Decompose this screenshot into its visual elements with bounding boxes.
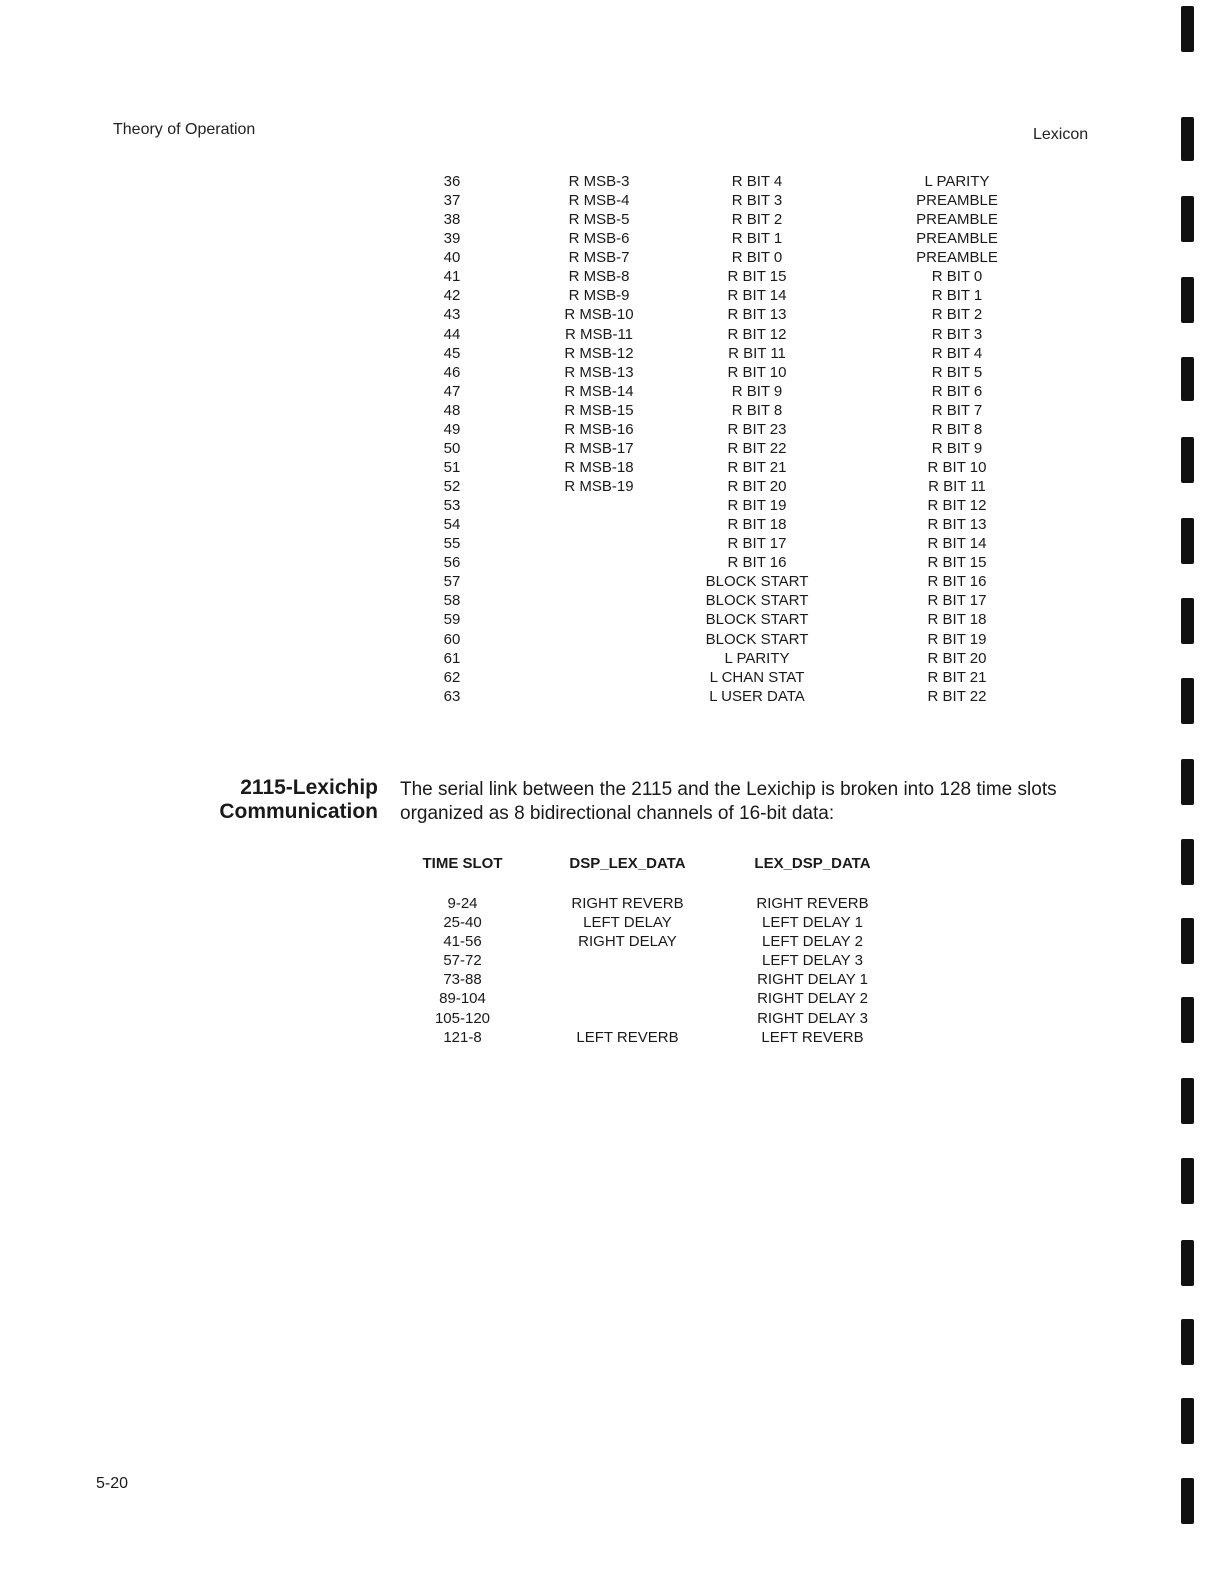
bit-table-cell	[519, 534, 679, 553]
bit-table-cell: 51	[443, 458, 461, 476]
bit-table-cell: 60	[443, 630, 461, 648]
bit-table-cell: 41	[443, 268, 461, 286]
bit-table-cell: 54	[443, 516, 461, 534]
bit-table-cell: PREAMBLE	[916, 249, 998, 267]
slot-table-cell: RIGHT DELAY 1	[757, 971, 868, 989]
bit-table-cell: R BIT 16	[927, 573, 987, 591]
bit-table-cell: 62	[443, 668, 461, 686]
bit-table-cell: R MSB-4	[568, 192, 630, 210]
bit-table-msb-column	[519, 172, 679, 706]
bit-table-cell: R BIT 10	[927, 458, 987, 476]
slot-table-cell: LEFT REVERB	[576, 1028, 679, 1046]
bit-table-cell: R MSB-12	[564, 344, 634, 362]
bit-table-cell: R MSB-6	[568, 230, 630, 248]
bit-table-cell: R BIT 1	[731, 230, 783, 248]
slot-table-cell	[555, 989, 700, 1008]
bit-table-cell: R MSB-3	[568, 173, 630, 190]
bit-table-cell: PREAMBLE	[916, 230, 998, 248]
lex-dsp-data-header: LEX_DSP_DATA	[754, 855, 871, 872]
bit-table-cell	[519, 610, 679, 629]
slot-table-cell: 105-120	[434, 1009, 491, 1027]
bit-table-cell: R BIT 14	[727, 287, 787, 305]
slot-table-cell: RIGHT DELAY 2	[757, 990, 868, 1008]
bit-table-cell: 40	[443, 249, 461, 267]
section-paragraph: The serial link between the 2115 and the Lexichip is broken into 128 time slots organized as 8 bidirectional channels of 16-bit data:	[400, 779, 1057, 824]
slot-table-cell: 57-72	[443, 952, 482, 970]
section-heading-line1: 2115-Lexichip	[240, 776, 378, 799]
bit-table-cell: R BIT 18	[727, 516, 787, 534]
bit-table-cell: R BIT 13	[727, 306, 787, 324]
bit-table-cell: L CHAN STAT	[709, 668, 805, 686]
bit-table-cell: R BIT 14	[927, 535, 987, 553]
bit-table-cell	[519, 591, 679, 610]
slot-table-cell	[555, 970, 700, 989]
bit-table-cell: R MSB-8	[568, 268, 630, 286]
slot-table-cell: LEFT DELAY 3	[762, 952, 863, 970]
bit-table-cell: R BIT 18	[927, 611, 987, 629]
bit-table-cell: R BIT 19	[927, 630, 987, 648]
bit-table-cell: R MSB-13	[564, 363, 634, 381]
slot-table-cell: LEFT DELAY 1	[762, 914, 863, 932]
bit-table-cell: R BIT 4	[931, 344, 983, 362]
bit-table-cell: R BIT 15	[727, 268, 787, 286]
bit-table-cell: BLOCK START	[705, 630, 809, 648]
bit-table-cell: R BIT 2	[931, 306, 983, 324]
bit-table-cell: R BIT 17	[927, 592, 987, 610]
bit-table-cell: R MSB-17	[564, 439, 634, 457]
bit-table-cell: 59	[443, 611, 461, 629]
bit-table-cell: BLOCK START	[705, 592, 809, 610]
slot-table-cell: LEFT REVERB	[761, 1028, 864, 1046]
bit-table-cell: 44	[443, 325, 461, 343]
slot-table-cell: LEFT DELAY 2	[762, 933, 863, 951]
bit-table-cell: 52	[443, 478, 461, 495]
time-slot-header: TIME SLOT	[422, 855, 503, 872]
bit-table-cell: 57	[443, 573, 461, 591]
bit-table-cell: 48	[443, 401, 461, 419]
bit-table-cell: R MSB-19	[564, 478, 634, 495]
bit-table-cell: 63	[443, 687, 461, 705]
bit-table-cell	[519, 649, 679, 668]
bit-table-cell: BLOCK START	[705, 573, 809, 591]
slot-table-cell: 121-8	[443, 1028, 482, 1046]
slot-table-cell: RIGHT REVERB	[756, 895, 869, 912]
bit-table-cell: L PARITY	[924, 173, 990, 190]
bit-table-cell: R BIT 23	[727, 420, 787, 438]
bit-table-cell: R BIT 9	[931, 439, 983, 457]
bit-table-cell: 55	[443, 535, 461, 553]
bit-table-cell: R BIT 20	[727, 478, 787, 495]
time-slot-column	[400, 894, 525, 1047]
bit-table-cell	[519, 668, 679, 687]
bit-table-cell: 39	[443, 230, 461, 248]
bit-table-cell: L USER DATA	[709, 687, 805, 705]
bit-table-cell	[519, 687, 679, 706]
bit-table-cell: R MSB-9	[568, 287, 630, 305]
bit-table-cell: L PARITY	[724, 649, 790, 667]
slot-table-cell: 9-24	[447, 895, 478, 912]
bit-table-cell: R BIT 3	[931, 325, 983, 343]
page-number: 5-20	[96, 1475, 129, 1492]
bit-table-right-column	[877, 172, 1037, 706]
bit-table-cell: R BIT 20	[927, 649, 987, 667]
bit-table-numbers-column	[372, 172, 532, 706]
bit-table-cell: PREAMBLE	[916, 211, 998, 229]
lex-dsp-data-column	[740, 894, 885, 1047]
bit-table-cell: 56	[443, 554, 461, 572]
bit-table-cell: R BIT 0	[931, 268, 983, 286]
bit-table-cell: PREAMBLE	[916, 192, 998, 210]
bit-table-cell: R BIT 17	[727, 535, 787, 553]
bit-table-cell: R BIT 11	[928, 478, 986, 495]
bit-table-cell: R BIT 8	[731, 401, 783, 419]
slot-table-cell: LEFT DELAY	[583, 914, 672, 932]
slot-table-cell	[555, 951, 700, 970]
bit-table-cell	[519, 630, 679, 649]
bit-table-bit-column	[677, 172, 837, 706]
bit-table-cell: 38	[443, 211, 461, 229]
bit-table-cell: R BIT 11	[728, 344, 786, 362]
dsp-lex-data-column	[555, 894, 700, 1047]
bit-table-cell: R BIT 3	[731, 192, 783, 210]
bit-table-cell: 43	[443, 306, 461, 324]
bit-table-cell: R MSB-15	[564, 401, 634, 419]
bit-table-cell: R BIT 4	[731, 173, 783, 190]
bit-table-cell: R BIT 8	[931, 420, 983, 438]
bit-table-cell: R BIT 2	[731, 211, 783, 229]
bit-table-cell: 47	[443, 382, 461, 400]
bit-table-cell: R MSB-10	[564, 306, 634, 324]
section-heading	[150, 776, 378, 824]
bit-table-cell: 36	[443, 173, 461, 190]
slot-table-cell: RIGHT DELAY	[578, 933, 677, 951]
bit-table-cell: R BIT 12	[927, 497, 987, 515]
bit-table-cell	[519, 515, 679, 534]
bit-table-cell: R BIT 16	[727, 554, 787, 572]
bit-table-cell: R BIT 19	[727, 497, 787, 515]
bit-table-cell: R MSB-18	[564, 458, 634, 476]
bit-table-cell: R BIT 21	[727, 458, 787, 476]
bit-table-cell: 53	[443, 497, 461, 515]
slot-table-cell: 73-88	[443, 971, 482, 989]
bit-table-cell: R MSB-7	[568, 249, 630, 267]
bit-table-cell: R BIT 6	[931, 382, 983, 400]
bit-table-cell: R BIT 22	[927, 687, 987, 705]
bit-table-cell: R BIT 12	[727, 325, 787, 343]
bit-table-cell: R BIT 22	[727, 439, 787, 457]
slot-table-cell: 89-104	[439, 990, 486, 1008]
bit-table-cell: R MSB-11	[564, 325, 634, 343]
bit-table-cell: 50	[443, 439, 461, 457]
bit-table-cell: 61	[443, 649, 461, 667]
bit-table-cell: R BIT 15	[927, 554, 987, 572]
bit-table-cell: 37	[443, 192, 461, 210]
bit-table-cell: 46	[443, 363, 461, 381]
bit-table-cell: R MSB-14	[564, 382, 634, 400]
running-header-title: Theory of Operation	[113, 121, 256, 138]
bit-table-cell: R BIT 13	[927, 516, 987, 534]
bit-table-cell: R BIT 10	[727, 363, 787, 381]
bit-table-cell: BLOCK START	[705, 611, 809, 629]
slot-table-cell: RIGHT REVERB	[571, 895, 684, 912]
bit-table-cell: R BIT 9	[731, 382, 783, 400]
bit-table-cell: 49	[443, 420, 461, 438]
running-header-brand: Lexicon	[1033, 126, 1089, 143]
bit-table-cell: R BIT 21	[927, 668, 987, 686]
bit-table-cell: R MSB-16	[564, 420, 634, 438]
dsp-lex-data-header: DSP_LEX_DATA	[569, 855, 686, 872]
slot-table-cell: RIGHT DELAY 3	[757, 1009, 868, 1027]
section-heading-line2: Communication	[219, 800, 378, 823]
bit-table-cell: R BIT 1	[931, 287, 983, 305]
bit-table-cell: R BIT 5	[931, 363, 983, 381]
slot-table-cell: 41-56	[443, 933, 482, 951]
bit-table-cell: R BIT 0	[731, 249, 783, 267]
bit-table-cell	[519, 496, 679, 515]
bit-table-cell	[519, 553, 679, 572]
bit-table-cell: R BIT 7	[931, 401, 983, 419]
bit-table-cell: 45	[443, 344, 461, 362]
bit-table-cell	[519, 572, 679, 591]
bit-table-cell: R MSB-5	[568, 211, 630, 229]
slot-table-cell	[555, 1009, 700, 1028]
bit-table-cell: 58	[443, 592, 461, 610]
bit-table-cell: 42	[443, 287, 461, 305]
slot-table-cell: 25-40	[443, 914, 482, 932]
